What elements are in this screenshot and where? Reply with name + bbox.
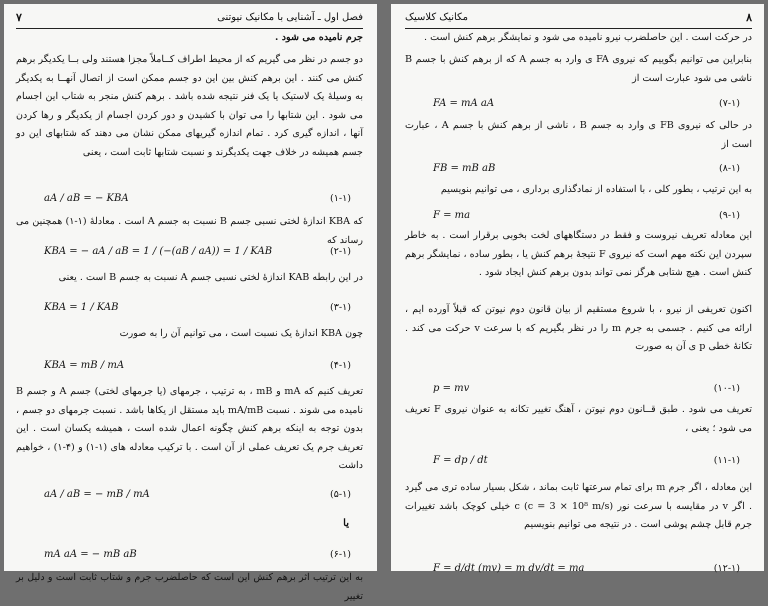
equation-expression: F = d/dt (mv) = m dv/dt = ma — [433, 562, 585, 574]
paragraph: به این ترتیب اثر برهم کنش این است که حاصلضرب جرم و شتاب ثابت است و دلیل بر تغییر — [16, 572, 363, 602]
equation-number: (۱-۱) — [329, 192, 351, 204]
equation-number: (۸-۱) — [718, 162, 740, 174]
equation-number: (۷-۱) — [718, 97, 740, 109]
equation-number: (۵-۱) — [329, 488, 351, 500]
page-header — [405, 6, 752, 29]
equation-expression: KBA = − aA / aB = 1 / (−(aB / aA)) = 1 / KAB — [44, 245, 273, 257]
paragraph: در حرکت است . این حاصلضرب نیرو نامیده می شود و نمایشگر برهم کنش است . — [424, 32, 752, 43]
running-head: مکانیک کلاسیک — [405, 11, 468, 23]
paragraph: این معادله ، اگر جرم m برای تمام سرعتها ثابت بماند ، شکل بسیار ساده تری می گیرد . اگر v در مقایسه با سرعت نور c (c = 3 × 10⁸ m/s) خیلی کوچک باشد تغییرات جرم قابل چشم پوشی است . در نتیجه می توانیم بنویسیم — [405, 482, 752, 531]
equation-expression: mA aA = − mB aB — [44, 548, 137, 560]
paragraph: اکنون تعریفی از نیرو ، با شروع مستقیم از بیان قانون دوم نیوتن که قبلاً آورده ایم ، ارائه می کنیم . جسمی به جرم m را در نظر بگیریم که با سرعت v حرکت می کند . تکانهٔ خطی p ی آن به صورت — [405, 304, 753, 353]
page-body — [16, 29, 364, 602]
equation — [405, 375, 752, 401]
equation-expression: aA / aB = − KBA — [44, 192, 129, 204]
equation — [16, 289, 363, 325]
conjunction-text: یا — [343, 518, 349, 529]
equation-expression: FA = mA aA — [433, 97, 495, 109]
paragraph: این معادله تعریف نیروست و فقط در دستگاههای لخت بخوبی برقرار است . به خاطر سپردن این نکته مهم است که نیروی F نتیجهٔ برهم کنش یا ، بطور ساده ، نمایشگر برهم کنش است . هیچ شتابی هرگز نمی تواند بدون برهم کنش ایجاد شود . — [405, 230, 753, 279]
equation — [16, 183, 363, 213]
equation-expression: KBA = 1 / KAB — [44, 301, 119, 313]
page-body — [405, 29, 752, 583]
equation — [16, 233, 363, 269]
running-head: فصل اول ـ آشنایی با مکانیک نیوتنی — [217, 11, 363, 23]
paragraph: تعریف می شود . طبق قــانون دوم نیوتن ، آهنگ تغییر تکانه به عنوان نیروی F تعریف می شود ؛ یعنی ، — [405, 404, 752, 434]
equation-expression: FB = mB aB — [433, 162, 496, 174]
equation-number: (۹-۱) — [718, 209, 740, 221]
page-number: ۷ — [16, 10, 22, 24]
paragraph: جرم نامیده می شود . — [275, 32, 363, 43]
equation — [405, 441, 752, 479]
equation — [16, 347, 363, 383]
equation-number: (۴-۱) — [329, 359, 351, 371]
equation — [405, 553, 752, 583]
paragraph: چون KBA اندازهٔ یک نسبت است ، می توانیم آن را به صورت — [119, 328, 363, 339]
equation-number: (۳-۱) — [329, 301, 351, 313]
equation — [16, 475, 363, 513]
paragraph: تعریف کنیم که mA و mB ، به ترتیب ، جرمهای (یا جرمهای لختی) جسم A و جسم B نامیده می شوند . نسبت mA/mB باید مستقل از یکاها باشد . نسبت جرمهای دو جسم ، بدون توجه به اینکه برهم کنش چگونه اعمال شده است ، همیشه یکسان است . این تعریف جرم یک تعریف عملی از آن است . با ترکیب معادله های (۱-۱) و (۴-۱) ، خواهیم داشت — [16, 386, 363, 472]
paragraph: به این ترتیب ، بطور کلی ، با استفاده از نمادگذاری برداری ، می توانیم بنویسیم — [440, 184, 752, 195]
equation-number: (۱۰-۱) — [713, 382, 740, 394]
paragraph: در این رابطه KAB اندازهٔ لختی نسبی جسم A نسبت به جسم B است . یعنی — [58, 272, 363, 283]
paragraph: که KBA اندازهٔ لختی نسبی جسم B نسبت به جسم A است . معادلهٔ (۱-۱) همچنین می رساند که — [16, 216, 364, 246]
equation-expression: aA / aB = − mB / mA — [44, 488, 150, 500]
page-header — [16, 6, 363, 29]
equation-number: (۲-۱) — [329, 245, 351, 257]
equation-expression: p = mv — [433, 382, 470, 394]
equation — [16, 539, 363, 569]
equation-expression: KBA = mB / mA — [44, 359, 125, 371]
left-page — [4, 4, 377, 602]
equation — [405, 155, 752, 181]
paragraph: بنابراین می توانیم بگوییم که نیروی FA ی وارد به جسم A که از برهم کنش با جسم B ناشی می شود عبارت است از — [405, 54, 752, 84]
equation-expression: F = dp / dt — [433, 454, 488, 466]
equation-number: (۶-۱) — [329, 548, 351, 560]
equation-expression: F = ma — [433, 209, 471, 221]
right-page — [391, 4, 764, 574]
paragraph: در حالی که نیروی FB ی وارد به جسم B ، ناشی از برهم کنش با جسم A ، عبارت است از — [405, 120, 752, 150]
equation-number: (۱۲-۱) — [713, 562, 740, 574]
equation — [405, 89, 752, 117]
paragraph: دو جسم در نظر می گیریم که از محیط اطراف کــاملاً مجزا هستند ولی بــا یکدیگر برهم کنش می کنند . این برهم کنش بین این دو جسم ممکن است از اتصال آنهــا به یکدیگر به وسیلهٔ یک لاستیک یا یک فنر نتیجه شده باشد . برهم کنش منجر به شتاب این اجسام می شود . این شتابها را می توان با کشیدن و دور کردن اجسام از یکدیگر و رها کردن آنها ، اندازه گیری کرد . تمام اندازه گیریهای ممکن نشان می دهند که شتابهای این دو جسم همیشه در خلاف جهت یکدیگرند و نسبت شتابها ثابت است ، یعنی — [16, 54, 363, 158]
equation-number: (۱۱-۱) — [713, 454, 740, 466]
page-number: ۸ — [746, 10, 752, 24]
equation — [405, 203, 752, 227]
